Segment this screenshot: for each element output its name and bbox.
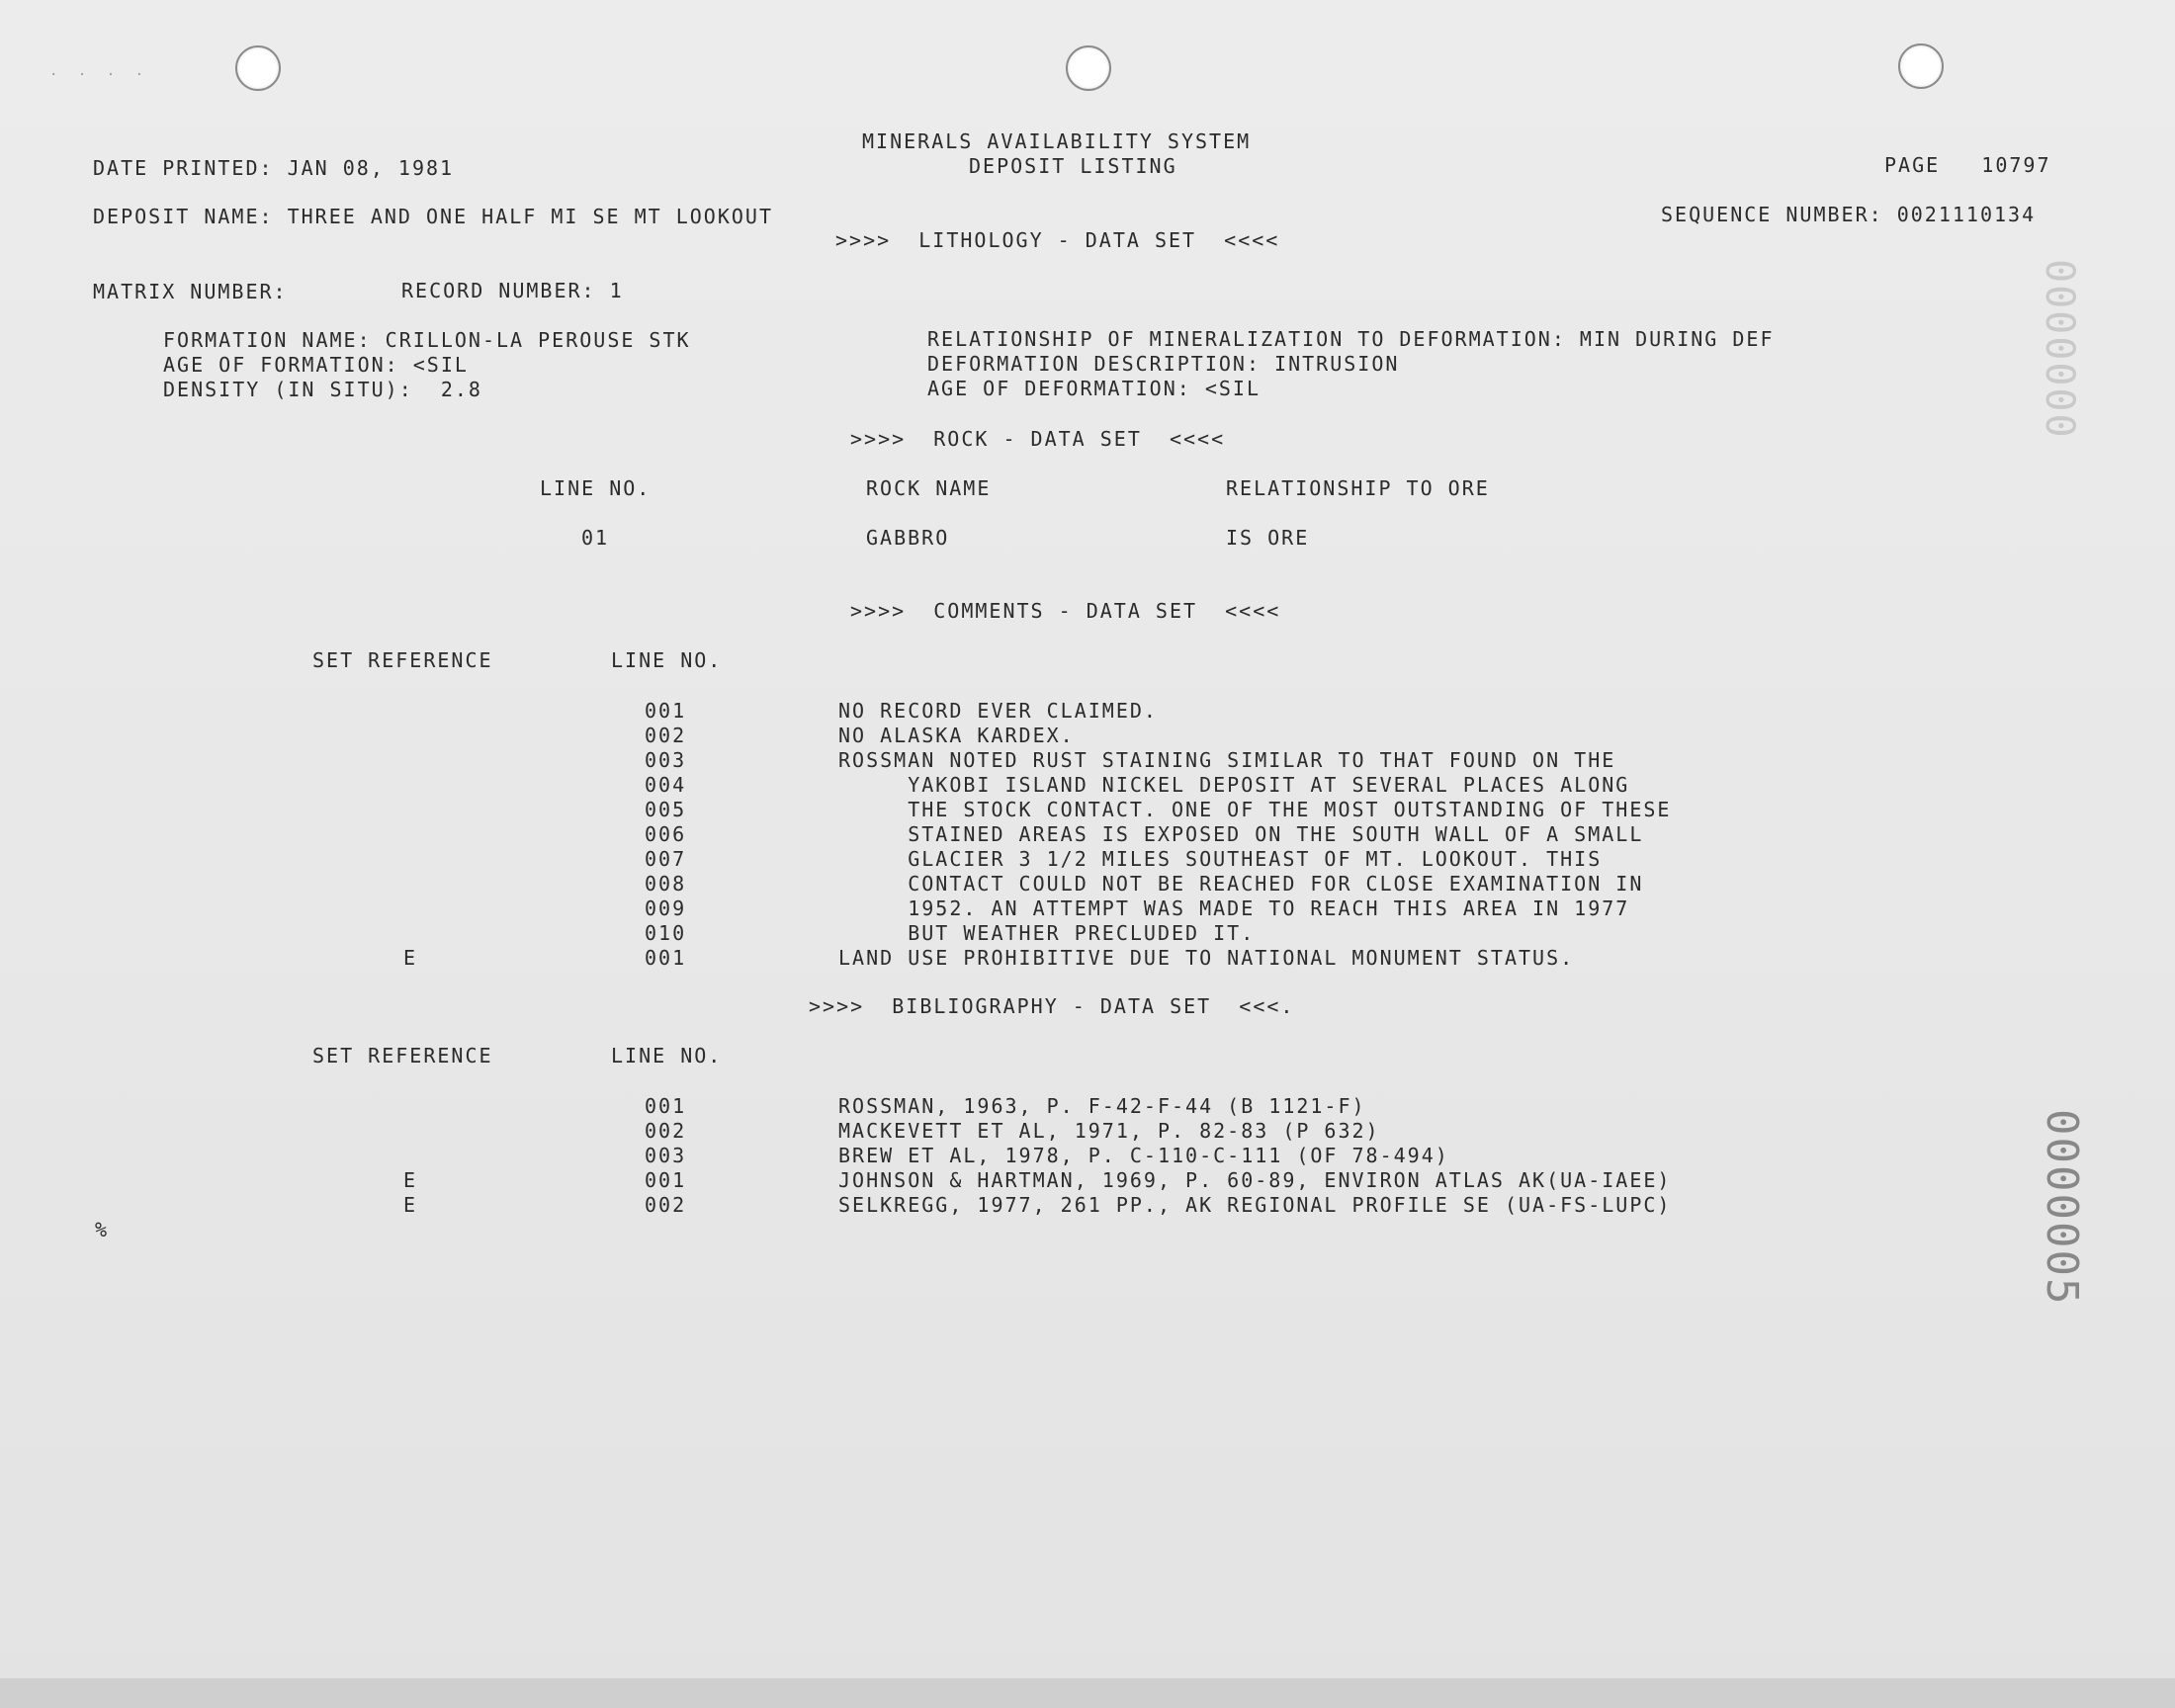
- lithology-section-title: >>>> LITHOLOGY - DATA SET <<<<: [835, 228, 1280, 252]
- comments-section-title: >>>> COMMENTS - DATA SET <<<<: [850, 599, 1281, 623]
- rock-row-line-no: 01: [581, 526, 610, 550]
- comments-text: GLACIER 3 1/2 MILES SOUTHEAST OF MT. LOOKOUT. THIS: [838, 847, 1603, 871]
- comments-line-no: 001: [645, 946, 687, 970]
- bibliography-line-no: 001: [645, 1168, 687, 1192]
- deposit-name: DEPOSIT NAME: THREE AND ONE HALF MI SE MT LOOKOUT: [93, 205, 774, 228]
- punch-hole-center: [1066, 45, 1111, 91]
- comments-text: YAKOBI ISLAND NICKEL DEPOSIT AT SEVERAL PLACES ALONG: [838, 773, 1630, 797]
- rock-row-relationship: IS ORE: [1226, 526, 1310, 550]
- bibliography-line-no: 001: [645, 1094, 687, 1118]
- comments-line-no: 004: [645, 773, 687, 797]
- bibliography-text: ROSSMAN, 1963, P. F-42-F-44 (B 1121-F): [838, 1094, 1366, 1118]
- smudge-mark: . . . .: [49, 63, 150, 79]
- formation-name: FORMATION NAME: CRILLON-LA PEROUSE STK: [163, 328, 691, 352]
- bibliography-line-no: 002: [645, 1119, 687, 1143]
- comments-header-line-no: LINE NO.: [611, 648, 723, 672]
- comments-line-no: 006: [645, 822, 687, 846]
- bibliography-text: SELKREGG, 1977, 261 PP., AK REGIONAL PROFILE SE (UA-FS-LUPC): [838, 1193, 1672, 1217]
- bibliography-header-set-reference: SET REFERENCE: [312, 1044, 493, 1068]
- bibliography-section-title: >>>> BIBLIOGRAPHY - DATA SET <<<.: [809, 994, 1295, 1018]
- comments-text: LAND USE PROHIBITIVE DUE TO NATIONAL MONUMENT STATUS.: [838, 946, 1575, 970]
- bibliography-header-line-no: LINE NO.: [611, 1044, 723, 1068]
- page-number: PAGE 10797: [1884, 153, 2051, 177]
- comments-header-set-reference: SET REFERENCE: [312, 648, 493, 672]
- scanner-edge: [0, 1678, 2175, 1708]
- age-of-deformation: AGE OF DEFORMATION: <SIL: [927, 377, 1261, 400]
- bibliography-line-no: 003: [645, 1144, 687, 1167]
- comments-text: THE STOCK CONTACT. ONE OF THE MOST OUTSTANDING OF THESE: [838, 798, 1672, 821]
- comments-text: ROSSMAN NOTED RUST STAINING SIMILAR TO THAT FOUND ON THE: [838, 748, 1616, 772]
- record-number: RECORD NUMBER: 1: [401, 279, 624, 302]
- comments-text: NO ALASKA KARDEX.: [838, 724, 1075, 747]
- comments-line-no: 001: [645, 699, 687, 723]
- comments-text: NO RECORD EVER CLAIMED.: [838, 699, 1158, 723]
- comments-line-no: 003: [645, 748, 687, 772]
- footer-percent: %: [95, 1218, 110, 1241]
- system-title: MINERALS AVAILABILITY SYSTEM: [862, 129, 1252, 153]
- comments-text: STAINED AREAS IS EXPOSED ON THE SOUTH WALL OF A SMALL: [838, 822, 1644, 846]
- comments-line-no: 009: [645, 897, 687, 920]
- mineralization-relationship: RELATIONSHIP OF MINERALIZATION TO DEFORMATION: MIN DURING DEF: [927, 327, 1775, 351]
- deformation-description: DEFORMATION DESCRIPTION: INTRUSION: [927, 352, 1400, 376]
- comments-text: BUT WEATHER PRECLUDED IT.: [838, 921, 1256, 945]
- bibliography-text: MACKEVETT ET AL, 1971, P. 82-83 (P 632): [838, 1119, 1380, 1143]
- rock-header-rock-name: ROCK NAME: [866, 476, 992, 500]
- bibliography-set-reference: E: [403, 1168, 418, 1192]
- punch-hole-left: [235, 45, 281, 91]
- listing-subtitle: DEPOSIT LISTING: [969, 154, 1177, 178]
- comments-text: 1952. AN ATTEMPT WAS MADE TO REACH THIS AREA IN 1977: [838, 897, 1630, 920]
- rock-section-title: >>>> ROCK - DATA SET <<<<: [850, 427, 1226, 451]
- bibliography-line-no: 002: [645, 1193, 687, 1217]
- density-in-situ: DENSITY (IN SITU): 2.8: [163, 378, 482, 401]
- frame-number-stamp: 0000005: [2037, 1109, 2087, 1307]
- matrix-number: MATRIX NUMBER:: [93, 280, 288, 303]
- punch-hole-right: [1898, 43, 1944, 89]
- comments-line-no: 002: [645, 724, 687, 747]
- bibliography-text: BREW ET AL, 1978, P. C-110-C-111 (OF 78-494): [838, 1144, 1449, 1167]
- comments-set-reference: E: [403, 946, 418, 970]
- bibliography-text: JOHNSON & HARTMAN, 1969, P. 60-89, ENVIRON ATLAS AK(UA-IAEE): [838, 1168, 1672, 1192]
- bibliography-set-reference: E: [403, 1193, 418, 1217]
- date-printed: DATE PRINTED: JAN 08, 1981: [93, 156, 455, 180]
- age-of-formation: AGE OF FORMATION: <SIL: [163, 353, 469, 377]
- comments-line-no: 010: [645, 921, 687, 945]
- rock-row-rock-name: GABBRO: [866, 526, 950, 550]
- sequence-number: SEQUENCE NUMBER: 0021110134: [1661, 203, 2037, 226]
- faint-frame-stamp: 0000000: [2037, 259, 2082, 440]
- comments-line-no: 005: [645, 798, 687, 821]
- comments-text: CONTACT COULD NOT BE REACHED FOR CLOSE EXAMINATION IN: [838, 872, 1644, 896]
- comments-line-no: 007: [645, 847, 687, 871]
- comments-line-no: 008: [645, 872, 687, 896]
- rock-header-relationship: RELATIONSHIP TO ORE: [1226, 476, 1490, 500]
- rock-header-line-no: LINE NO.: [540, 476, 652, 500]
